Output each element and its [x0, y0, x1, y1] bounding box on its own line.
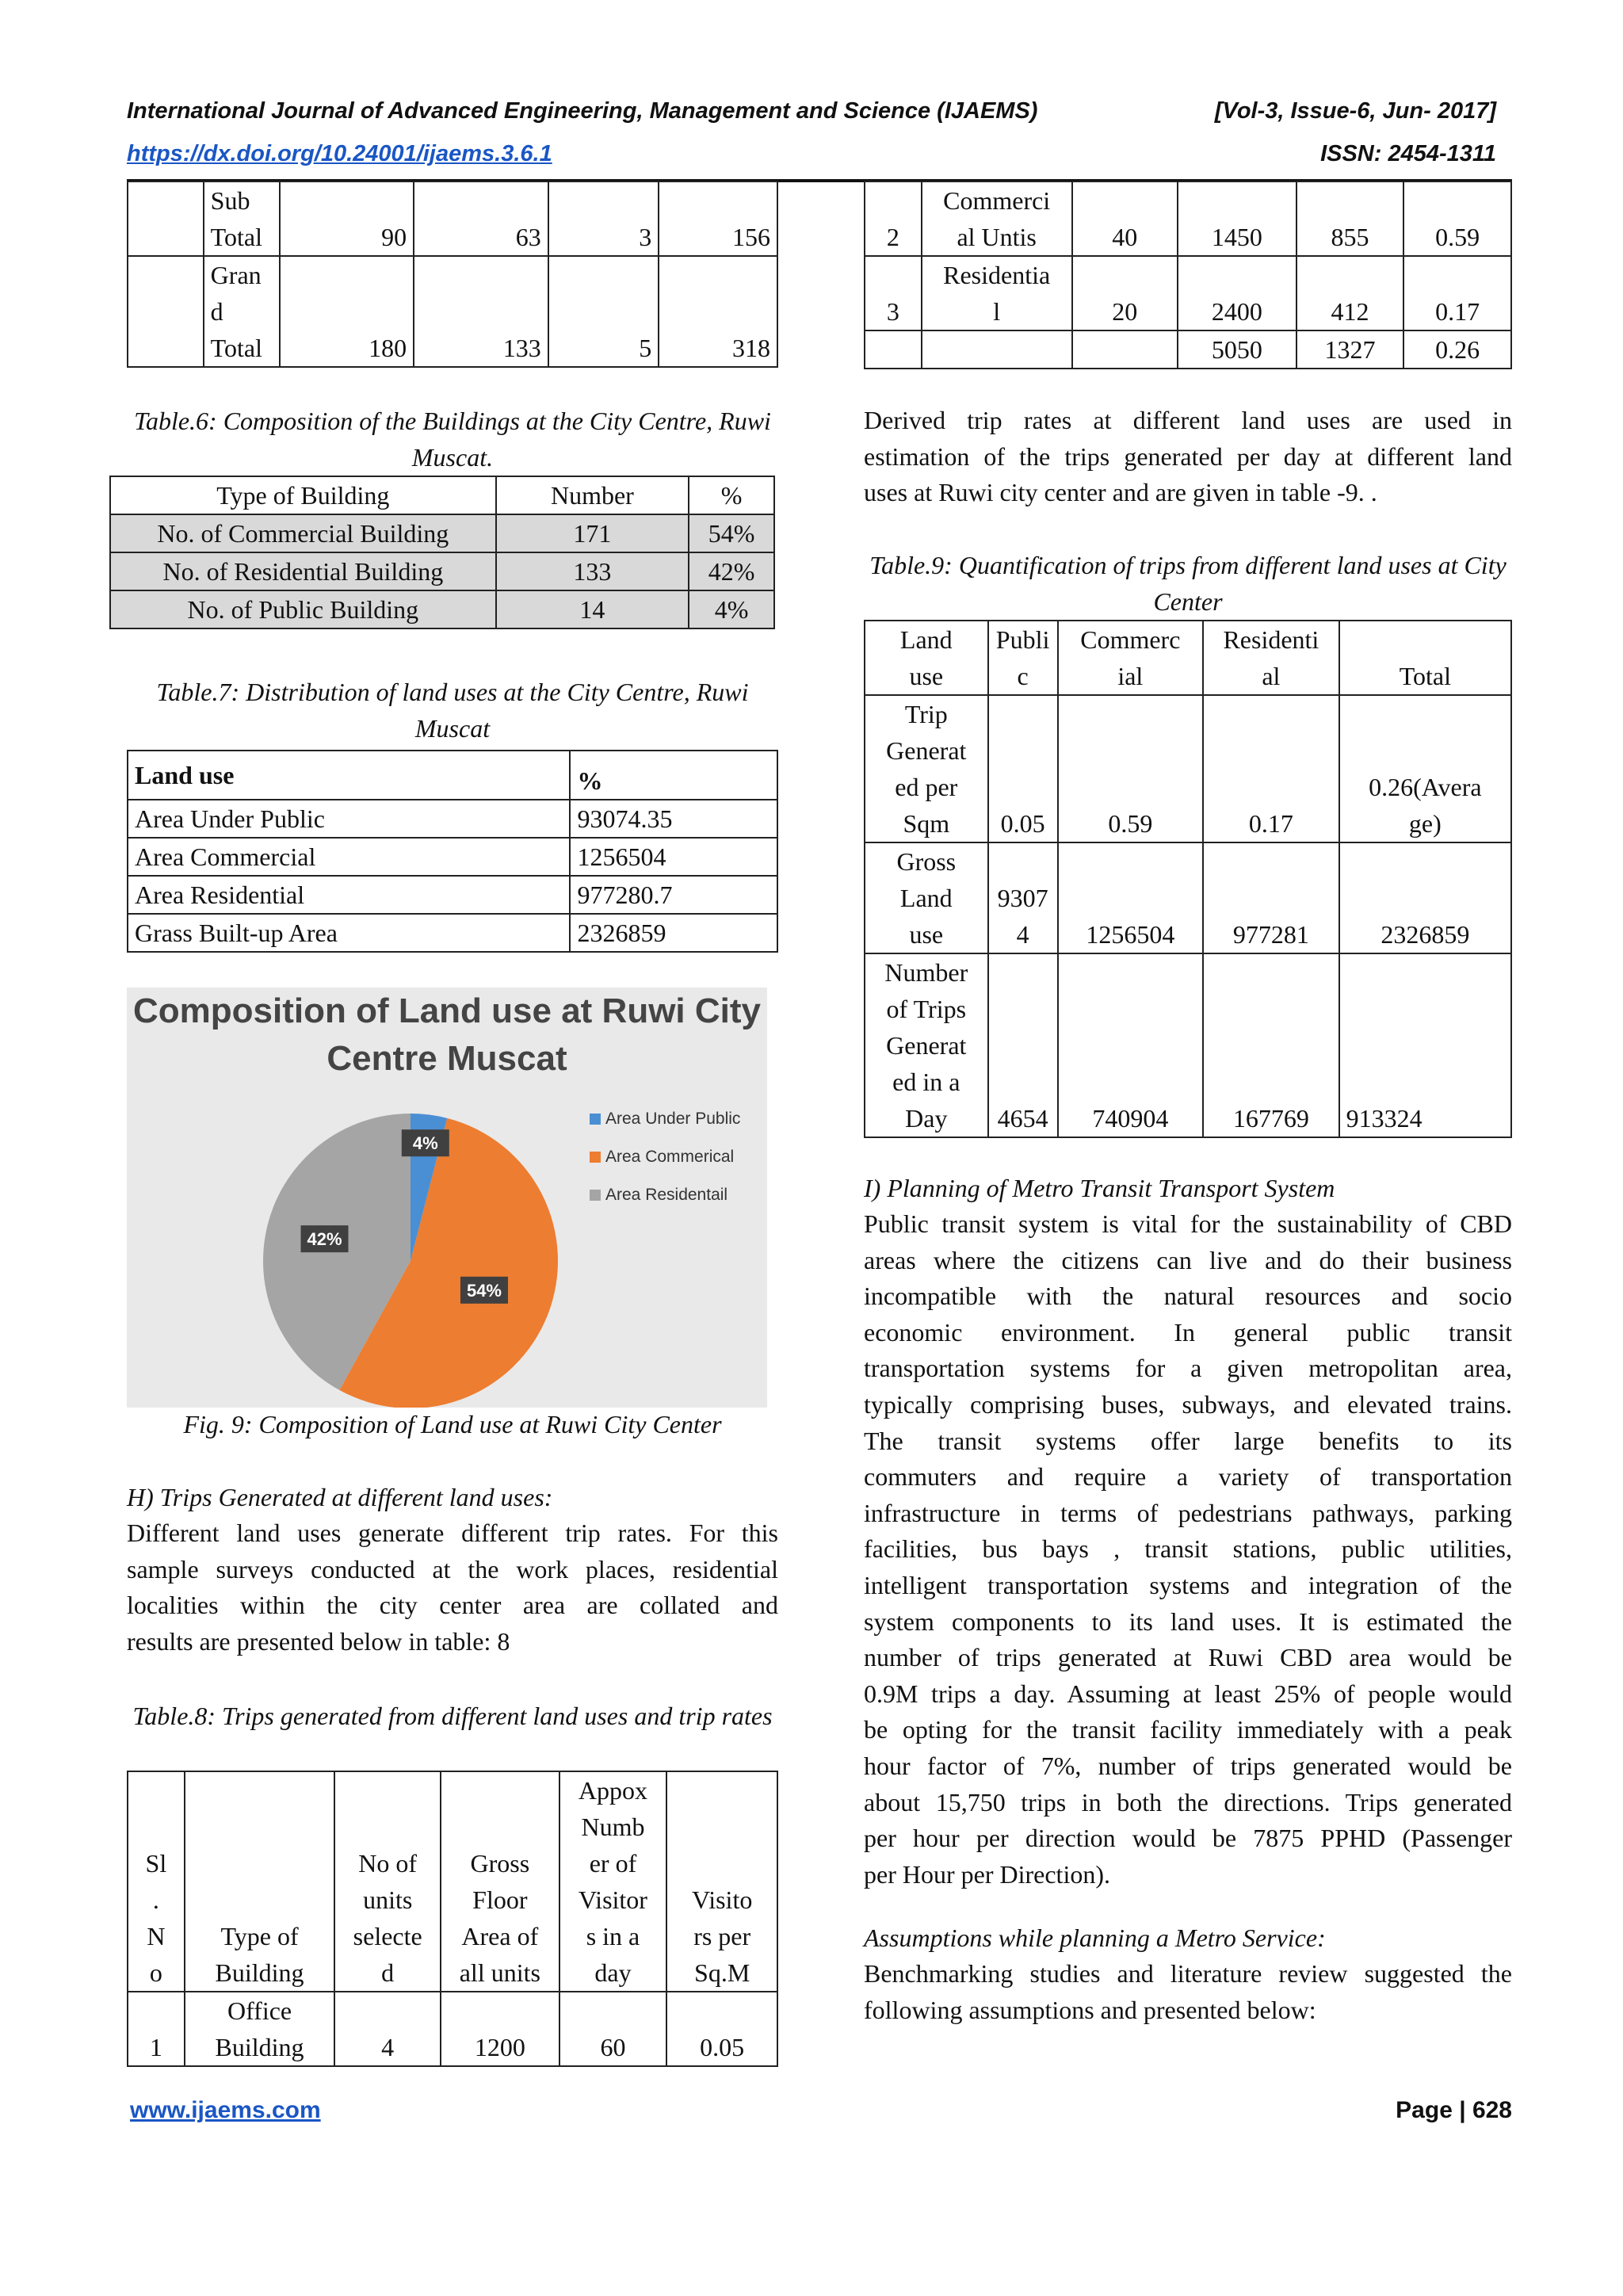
section-h-heading: H) Trips Generated at different land uses: [127, 1483, 553, 1511]
cell: 0.26 [1403, 330, 1511, 369]
cell: 4 [334, 1992, 441, 2066]
table-row [128, 800, 777, 838]
text-line: estimation of the trips generated per day at different land [864, 441, 1512, 471]
header-text: Visito [692, 1885, 753, 1914]
text-line: per Hour per Direction). [864, 1859, 1110, 1889]
cell: 156 [659, 181, 777, 256]
table-row [110, 514, 774, 552]
cell: 1 [128, 1992, 185, 2066]
table9-caption: Table.9: Quantification of trips from different land uses at City Center [869, 551, 1507, 616]
table9 [864, 620, 1512, 1138]
table-top-right [864, 181, 1512, 369]
cell: 5050 [1178, 330, 1296, 369]
cell: 63 [414, 181, 548, 256]
legend-item-residential [590, 1186, 727, 1205]
cell: 2 [865, 181, 922, 256]
table6 [109, 476, 775, 629]
cell-text: Office [227, 1996, 292, 2025]
cell: Commerci [943, 186, 1051, 215]
header-text: s in a [586, 1922, 640, 1950]
cell: Area Commercial [128, 838, 570, 876]
table8 [127, 1771, 778, 2067]
table-row [128, 914, 777, 952]
text-line: areas where the citizens can live and do their business [864, 1245, 1512, 1274]
column-header [185, 1771, 335, 1992]
cell: 40 [1072, 181, 1178, 256]
legend-swatch [590, 1152, 601, 1163]
page-number: Page | 628 [1396, 2097, 1512, 2123]
table-row [865, 256, 1511, 330]
table-row [865, 330, 1511, 369]
text-line: uses at Ruwi city center and are given in table -9. . [864, 478, 1377, 507]
journal-title: International Journal of Advanced Engineering, Management and Science (IJAEMS) [127, 98, 1038, 124]
cell: 1256504 [570, 838, 777, 876]
cell: 318 [659, 256, 777, 367]
column-header [1058, 621, 1204, 695]
cell: l [993, 297, 1001, 326]
cell-text: Sqm [903, 809, 950, 838]
header-text: Appox [578, 1776, 648, 1805]
cell: 133 [414, 256, 548, 367]
cell-text: of Trips [886, 995, 967, 1023]
cell-text: Generat [886, 736, 967, 765]
column-header: Total [1339, 621, 1511, 695]
text-line: number of trips generated at Ruwi CBD area would be [864, 1643, 1512, 1672]
cell: 2326859 [1339, 842, 1511, 953]
data-label-text: 42% [307, 1229, 342, 1250]
cell: 93074.35 [570, 800, 777, 838]
column-header: Land use [128, 751, 570, 800]
header-text: Numb [581, 1813, 645, 1841]
cell: 54% [689, 514, 774, 552]
column-header: % [570, 751, 777, 800]
table-row [128, 876, 777, 914]
header-text: Publi [995, 625, 1050, 654]
table6-caption: Table.6: Composition of the Buildings at the City Centre, Ruwi Muscat. [134, 407, 771, 472]
chart-title-line2: Centre Muscat [327, 1039, 567, 1078]
cell: Total [210, 223, 262, 251]
data-label [402, 1129, 449, 1156]
header-text: Sl [145, 1849, 167, 1878]
cell: 3 [865, 256, 922, 330]
derived-paragraph [864, 403, 1512, 511]
data-label [301, 1225, 349, 1252]
table-top-left [127, 181, 778, 368]
section-i-paragraph [864, 1206, 1512, 1893]
legend-swatch [590, 1190, 601, 1201]
running-header-line2 [127, 141, 1496, 167]
text-line: economic environment. In general public transit [864, 1317, 1512, 1347]
cell: 0.59 [1403, 181, 1511, 256]
cell-text: 4 [1016, 920, 1029, 949]
table-header-row [110, 476, 774, 514]
cell [185, 1992, 335, 2066]
cell: 4654 [988, 953, 1058, 1137]
cell-text: Gross [896, 847, 957, 876]
header-text: N [147, 1922, 166, 1950]
cell-text: use [909, 920, 944, 949]
cell: 5 [548, 256, 659, 367]
text-line: Benchmarking studies and literature review suggested the [864, 1959, 1512, 1988]
cell-text: Trip [904, 700, 948, 728]
legend-label: Area Residentail [605, 1186, 728, 1204]
legend-label: Area Under Public [605, 1110, 741, 1128]
cell: 42% [689, 552, 774, 590]
cell: 0.17 [1203, 695, 1339, 842]
cell [988, 842, 1058, 953]
header-text: Visitor [578, 1885, 647, 1914]
text-line: hour factor of 7%, number of trips generated would be [864, 1751, 1512, 1780]
cell: 913324 [1339, 953, 1511, 1137]
text-line: system components to its land uses. It is estimated the [864, 1606, 1512, 1636]
figure9 [127, 988, 767, 1408]
header-text: Residenti [1223, 625, 1319, 654]
cell [865, 695, 988, 842]
header-text: . [152, 1885, 159, 1914]
cell: Total [210, 334, 262, 362]
table-row [865, 695, 1511, 842]
header-text: Type of [220, 1922, 299, 1950]
cell [865, 953, 988, 1137]
cell [1339, 695, 1511, 842]
cell: 14 [496, 590, 689, 628]
column-header: Type of Building [110, 476, 496, 514]
doi-link[interactable]: https://dx.doi.org/10.24001/ijaems.3.6.1 [127, 141, 552, 166]
column-header [988, 621, 1058, 695]
header-text: Area of [461, 1922, 539, 1950]
text-line: Derived trip rates at different land uses are used in [864, 406, 1512, 434]
table-row [128, 838, 777, 876]
cell: d [210, 297, 223, 326]
cell: Residentia [943, 261, 1051, 289]
header-text: Building [215, 1958, 304, 1987]
text-line: sample surveys conducted at the work places, residential [127, 1554, 778, 1584]
table-row [110, 590, 774, 628]
text-line: 0.9M trips a day. Assuming at least 25% of people would [864, 1679, 1512, 1708]
header-text: al [1262, 662, 1281, 690]
issn: ISSN: 2454-1311 [1320, 141, 1496, 166]
assumptions-heading: Assumptions while planning a Metro Service: [864, 1924, 1326, 1952]
table-header-row [128, 1771, 777, 1992]
text-line: transportation systems for a given metropolitan area, [864, 1354, 1512, 1383]
table-row [128, 181, 777, 256]
text-line: results are presented below in table: 8 [127, 1626, 510, 1656]
volume-info: [Vol-3, Issue-6, Jun- 2017] [1214, 98, 1496, 124]
cell: 977281 [1203, 842, 1339, 953]
cell [1072, 330, 1178, 369]
cell: al Untis [957, 223, 1037, 251]
cell-text: Generat [886, 1031, 967, 1060]
column-header [1203, 621, 1339, 695]
running-header [127, 98, 1496, 124]
cell: 20 [1072, 256, 1178, 330]
header-text: No of [358, 1849, 418, 1878]
cell: 0.17 [1403, 256, 1511, 330]
column-header: Number [496, 476, 689, 514]
header-text: day [594, 1958, 632, 1987]
text-line: about 15,750 trips in both the directions. Trips generated [864, 1787, 1512, 1817]
cell: 1450 [1178, 181, 1296, 256]
cell: 1327 [1296, 330, 1404, 369]
data-label [460, 1277, 508, 1304]
cell-text: Day [905, 1104, 948, 1133]
cell-text: Building [215, 2033, 304, 2061]
text-line: infrastructure in terms of pedestrians pathways, parking [864, 1498, 1512, 1527]
cell: 180 [280, 256, 414, 367]
website-link[interactable]: www.ijaems.com [130, 2097, 321, 2123]
header-text: Gross [470, 1849, 530, 1878]
cell: 0.59 [1058, 695, 1204, 842]
text-line: per hour per direction would be 7875 PPHD (Passenger [864, 1824, 1512, 1853]
column-header [559, 1771, 667, 1992]
header-text: rs per [693, 1922, 751, 1950]
header-text: er of [589, 1849, 637, 1878]
header-text: Land [899, 625, 953, 654]
table-row [865, 181, 1511, 256]
cell: 0.05 [666, 1992, 777, 2066]
table7-caption: Table.7: Distribution of land uses at the City Centre, Ruwi Muscat [156, 678, 749, 743]
column-header [865, 621, 988, 695]
cell [922, 330, 1072, 369]
text-line: facilities, bus bays , transit stations, public utilities, [864, 1534, 1512, 1564]
text-line: Different land uses generate different trip rates. For this [127, 1519, 778, 1547]
cell: 3 [548, 181, 659, 256]
assumptions-paragraph [864, 1956, 1512, 2028]
header-text: Commerc [1080, 625, 1181, 654]
legend-swatch [590, 1114, 601, 1125]
cell: Grass Built-up Area [128, 914, 570, 952]
text-line: following assumptions and presented below: [864, 1995, 1316, 2024]
cell: Area Residential [128, 876, 570, 914]
cell: 133 [496, 552, 689, 590]
column-header [666, 1771, 777, 1992]
cell: No. of Commercial Building [110, 514, 496, 552]
cell: 0.05 [988, 695, 1058, 842]
data-label-text: 54% [466, 1280, 502, 1301]
header-text: units [363, 1885, 413, 1914]
table7 [127, 750, 778, 953]
header-text: Sq.M [694, 1958, 750, 1987]
column-header [128, 1771, 185, 1992]
table-header-row [128, 751, 777, 800]
text-line: localities within the city center area are collated and [127, 1591, 778, 1620]
cell: 1200 [441, 1992, 559, 2066]
cell: 2326859 [570, 914, 777, 952]
text-line: intelligent transportation systems and integration of the [864, 1570, 1512, 1599]
cell: 4% [689, 590, 774, 628]
column-header [334, 1771, 441, 1992]
text-line: Public transit system is vital for the sustainability of CBD [864, 1209, 1512, 1238]
figure9-caption: Fig. 9: Composition of Land use at Ruwi City Center [183, 1410, 722, 1438]
cell: 977280.7 [570, 876, 777, 914]
header-text: d [381, 1958, 395, 1987]
cell: Area Under Public [128, 800, 570, 838]
cell: 171 [496, 514, 689, 552]
table-row [128, 1992, 777, 2066]
header-text: o [149, 1958, 162, 1987]
table-row [865, 953, 1511, 1137]
cell: 855 [1296, 181, 1404, 256]
legend-item-commercial [590, 1148, 734, 1167]
cell: No. of Residential Building [110, 552, 496, 590]
text-line: be opting for the transit facility immediately with a peak [864, 1715, 1512, 1744]
table-row [128, 256, 777, 367]
cell: Gran [210, 261, 262, 289]
cell: No. of Public Building [110, 590, 496, 628]
cell: 412 [1296, 256, 1404, 330]
table-row [110, 552, 774, 590]
header-text: all units [459, 1958, 540, 1987]
section-i-heading: I) Planning of Metro Transit Transport System [864, 1174, 1335, 1202]
cell [865, 842, 988, 953]
text-line: The transit systems offer large benefits to its [864, 1426, 1512, 1455]
header-text: use [909, 662, 944, 690]
header-text: ial [1117, 662, 1144, 690]
header-text: selecte [353, 1922, 422, 1950]
chart-title-line1: Composition of Land use at Ruwi City [133, 991, 761, 1030]
cell: 60 [559, 1992, 667, 2066]
column-header [441, 1771, 559, 1992]
cell-text: ed in a [892, 1068, 960, 1096]
legend-item-public [590, 1110, 740, 1129]
text-line: typically comprising buses, subways, and elevated trains. [864, 1389, 1512, 1419]
section-h-paragraph [127, 1515, 778, 1660]
legend-label: Area Commerical [605, 1148, 735, 1166]
cell-text: ge) [1408, 809, 1442, 838]
cell: 2400 [1178, 256, 1296, 330]
header-text: c [1017, 662, 1029, 690]
data-label-text: 4% [412, 1133, 438, 1154]
column-header: % [689, 476, 774, 514]
table8-caption: Table.8: Trips generated from different land uses and trip rates [132, 1702, 773, 1730]
cell: 740904 [1058, 953, 1204, 1137]
cell-text: 9307 [997, 884, 1048, 912]
cell: 167769 [1203, 953, 1339, 1137]
table-row [865, 842, 1511, 953]
cell: 1256504 [1058, 842, 1204, 953]
cell [865, 330, 922, 369]
cell-text: ed per [895, 773, 958, 801]
table-header-row [865, 621, 1511, 695]
text-line: incompatible with the natural resources and socio [864, 1282, 1512, 1311]
cell: 90 [280, 181, 414, 256]
cell-text: Number [884, 958, 968, 987]
header-text: Floor [472, 1885, 528, 1914]
cell-text: 0.26(Avera [1369, 773, 1482, 801]
cell-text: Land [899, 884, 953, 912]
text-line: commuters and require a variety of transportation [864, 1462, 1512, 1492]
cell: Sub [210, 186, 250, 215]
